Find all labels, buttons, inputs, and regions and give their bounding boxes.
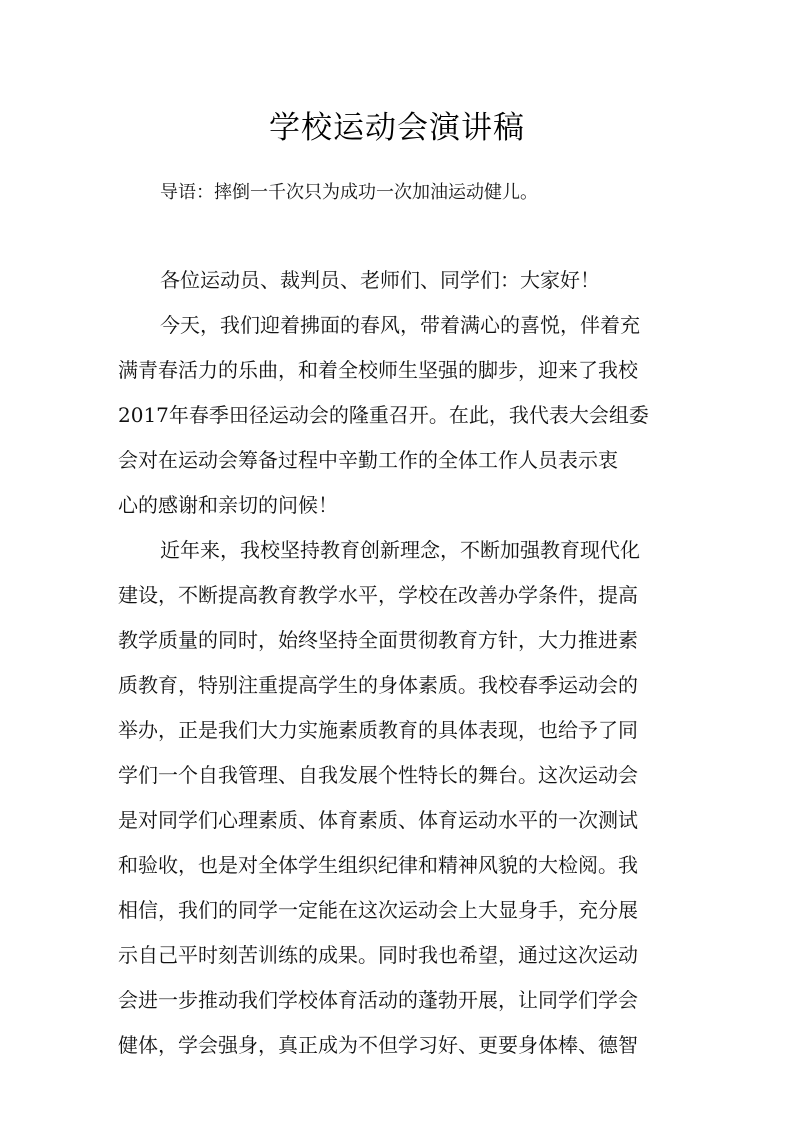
paragraph-line: 会进一步推动我们学校体育活动的蓬勃开展，让同学们学会 xyxy=(118,988,638,1012)
paragraph-line: 举办，正是我们大力实施素质教育的具体表现，也给予了同 xyxy=(118,718,638,742)
paragraph-line: 满青春活力的乐曲，和着全校师生坚强的脚步，迎来了我校 xyxy=(118,358,638,382)
paragraph-line: 相信，我们的同学一定能在这次运动会上大显身手，充分展 xyxy=(118,898,638,922)
paragraph-line: 教学质量的同时，始终坚持全面贯彻教育方针，大力推进素 xyxy=(118,628,638,652)
paragraph-line: 是对同学们心理素质、体育素质、体育运动水平的一次测试 xyxy=(118,808,638,832)
paragraph-line: 质教育，特别注重提高学生的身体素质。我校春季运动会的 xyxy=(118,673,638,697)
document-intro: 导语：摔倒一千次只为成功一次加油运动健儿。 xyxy=(160,182,538,203)
paragraph-line: 各位运动员、裁判员、老师们、同学们：大家好！ xyxy=(160,268,600,292)
paragraph-line: 近年来，我校坚持教育创新理念，不断加强教育现代化 xyxy=(160,538,640,562)
paragraph-line: 和验收，也是对全体学生组织纪律和精神风貌的大检阅。我 xyxy=(118,853,638,877)
paragraph-line: 示自己平时刻苦训练的成果。同时我也希望，通过这次运动 xyxy=(118,943,638,967)
paragraph-line: 2017年春季田径运动会的隆重召开。在此，我代表大会组委 xyxy=(118,403,649,427)
document-title: 学校运动会演讲稿 xyxy=(269,110,525,146)
document-body xyxy=(118,258,678,1068)
paragraph-line: 今天，我们迎着拂面的春风，带着满心的喜悦，伴着充 xyxy=(160,313,640,337)
paragraph-line: 学们一个自我管理、自我发展个性特长的舞台。这次运动会 xyxy=(118,763,638,787)
paragraph-line: 心的感谢和亲切的问候！ xyxy=(118,493,338,517)
paragraph-line: 健体，学会强身，真正成为不但学习好、更要身体棒、德智 xyxy=(118,1033,638,1057)
paragraph-line: 建设，不断提高教育教学水平，学校在改善办学条件，提高 xyxy=(118,583,638,607)
paragraph-line: 会对在运动会筹备过程中辛勤工作的全体工作人员表示衷 xyxy=(118,448,618,472)
